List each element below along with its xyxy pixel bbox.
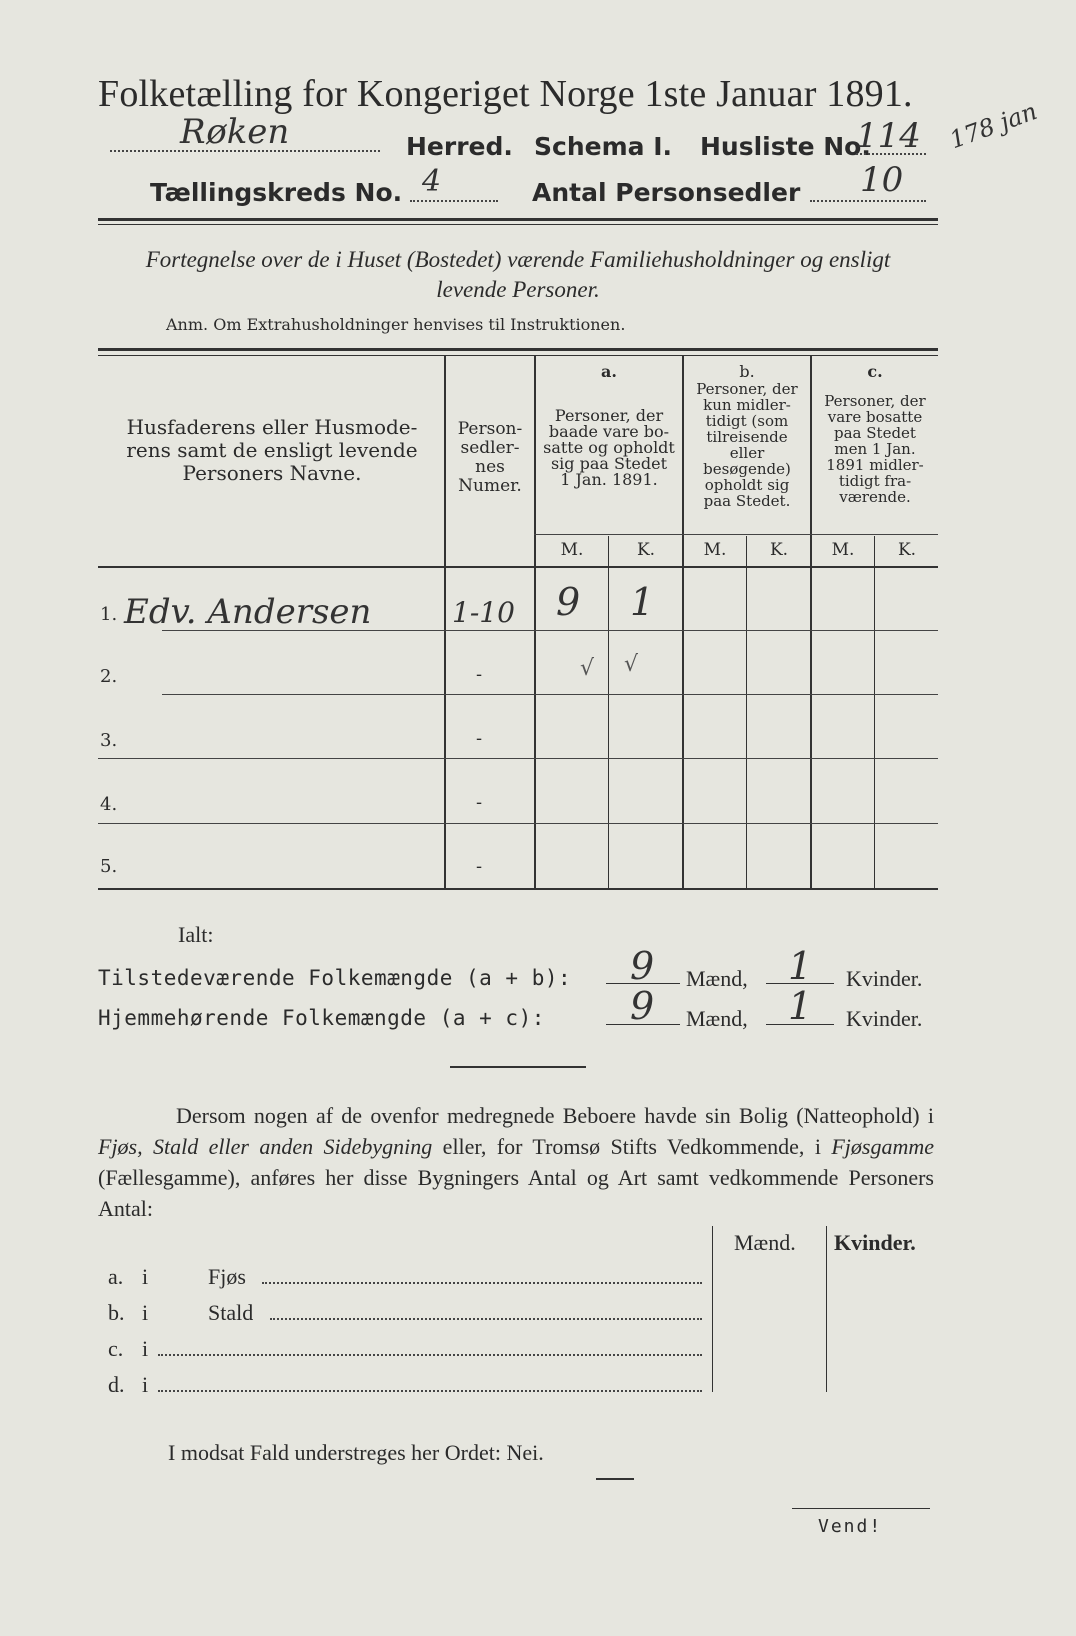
header-c-line5: 1891 midler- [826, 456, 924, 474]
header-a-line3: satte og opholdt [543, 438, 675, 457]
header-b-line7: opholdt sig [704, 476, 790, 494]
building-a-letter: a. [108, 1264, 124, 1289]
row-1-a-k: 1 [630, 580, 655, 624]
table-bottom-rule [98, 888, 938, 890]
row-5-numer: - [476, 856, 483, 877]
hjemme-kvinder-value: 1 [788, 984, 813, 1028]
b-k-label: K. [769, 540, 789, 560]
tilstede-kvinder-value: 1 [788, 944, 813, 988]
buildings-maend-header: Mænd. [734, 1230, 796, 1255]
row-4-number: 4. [100, 794, 118, 815]
header-c-line1: Personer, der [824, 392, 926, 410]
building-b-dotline [270, 1318, 702, 1320]
hjemme-maend-word: Mænd, [686, 1006, 748, 1031]
header-c-letter: c. [867, 362, 883, 381]
a-m-label: M. [560, 540, 584, 560]
building-a-label: Fjøs [208, 1264, 246, 1289]
husliste-note: 178 jan [946, 96, 1041, 155]
buildings-paragraph [98, 1100, 934, 1224]
description-line2: levende Personer. [436, 277, 600, 302]
table-top-rule [98, 348, 938, 351]
buildings-divider-1 [712, 1226, 713, 1392]
para-part1: Dersom nogen af de ovenfor medregnede Beboere havde sin Bolig (Natteophold) i [176, 1103, 934, 1128]
col-b-mk-divider [746, 536, 747, 888]
c-k-label: K. [897, 540, 917, 560]
header-b-line5: eller [729, 444, 765, 462]
section-divider [450, 1066, 586, 1068]
header-names-line1: Husfaderens eller Husmode- [126, 415, 418, 439]
table-top-rule-thin [98, 355, 938, 356]
row-2-check-k: √ [624, 652, 639, 677]
row-3-numer: - [476, 728, 483, 749]
col-a-mk-divider [608, 536, 609, 888]
row-1-a-m: 9 [556, 580, 581, 624]
row-5-number: 5. [100, 856, 118, 877]
header-numer-line3: nes [475, 457, 505, 477]
row-2-rule [162, 694, 938, 695]
header-a [536, 408, 682, 488]
schema-label: Schema I. [534, 132, 673, 161]
header-a-letter: a. [601, 362, 617, 381]
tilstede-maend-value: 9 [630, 944, 655, 988]
building-d-letter: d. [108, 1372, 125, 1397]
building-b-letter: b. [108, 1300, 125, 1325]
building-a-prep: i [142, 1264, 149, 1289]
row-3-number: 3. [100, 730, 118, 751]
header-c-line3: paa Stedet [834, 424, 916, 442]
mk-header-rule [534, 534, 938, 535]
building-b-prep: i [142, 1300, 149, 1325]
nei-underline [596, 1478, 634, 1480]
vend-rule [792, 1508, 930, 1509]
husliste-label: Husliste No. [700, 132, 871, 161]
anm-note: Anm. Om Extrahusholdninger henvises til Instruktionen. [166, 315, 626, 334]
hjemme-label: Hjemmehørende Folkemængde (a + c): [98, 1006, 545, 1030]
hjemme-maend-value: 9 [630, 984, 655, 1028]
b-m-label: M. [703, 540, 727, 560]
header-c-line2: vare bosatte [827, 408, 923, 426]
header-b-line6: besøgende) [703, 460, 791, 478]
header-c-line4: men 1 Jan. [834, 440, 916, 458]
header-numer-line4: Numer. [458, 476, 522, 496]
header-c-line6: tidigt fra- [838, 472, 912, 490]
tilstede-kvinder-word: Kvinder. [846, 966, 923, 991]
header-names-line2: rens samt de ensligt levende [126, 438, 418, 462]
row-1-name: Edv. Andersen [124, 592, 372, 632]
header-rule [98, 218, 938, 221]
row-2-numer: - [476, 664, 483, 685]
header-numer [446, 420, 534, 496]
row-4-rule [98, 823, 938, 824]
kreds-value: 4 [422, 164, 442, 199]
antal-dotline [810, 200, 926, 202]
building-d-prep: i [142, 1372, 149, 1397]
header-names [104, 416, 440, 485]
building-b-label: Stald [208, 1300, 254, 1325]
table-header-bottom-rule [98, 566, 938, 568]
header-numer-line1: Person- [457, 419, 523, 439]
para-part3: (Fællesgamme), anføres her disse Bygningers Antal og Art samt vedkommende Personers Antal: [98, 1165, 934, 1221]
ialt-label: Ialt: [178, 922, 214, 947]
modsat-note: I modsat Fald understreges her Ordet: Nei. [168, 1440, 544, 1465]
kreds-dotline [410, 200, 498, 202]
herred-value: Røken [180, 112, 290, 152]
hjemme-kvinder-word: Kvinder. [846, 1006, 923, 1031]
antal-value: 10 [860, 160, 904, 200]
herred-label: Herred. [406, 132, 513, 161]
header-rule-thin [98, 224, 938, 225]
header-names-line3: Personers Navne. [182, 461, 362, 485]
header-b-line3: tidigt (som [705, 412, 789, 430]
buildings-kvinder-header: Kvinder. [834, 1230, 916, 1255]
header-b-line8: paa Stedet. [703, 492, 791, 510]
row-4-numer: - [476, 792, 483, 813]
header-a-line4: sig paa Stedet [550, 454, 668, 473]
buildings-divider-2 [826, 1226, 827, 1392]
header-b [684, 381, 810, 509]
row-2-number: 2. [100, 666, 118, 687]
row-1-numer: 1-10 [452, 596, 515, 629]
husliste-value: 114 [856, 116, 921, 156]
building-a-dotline [262, 1282, 702, 1284]
header-b-line1: Personer, der [696, 380, 798, 398]
para-italic2: Fjøsgamme [831, 1134, 935, 1159]
header-b-line4: tilreisende [706, 428, 788, 446]
antal-label: Antal Personsedler [532, 178, 801, 207]
building-c-prep: i [142, 1336, 149, 1361]
header-b-line2: kun midler- [703, 396, 791, 414]
tilstede-maend-word: Mænd, [686, 966, 748, 991]
building-c-letter: c. [108, 1336, 124, 1361]
description-line1: Fortegnelse over de i Huset (Bostedet) værende Familiehusholdninger og ensligt [145, 247, 891, 272]
header-c-line7: værende. [839, 488, 911, 506]
para-italic1: Fjøs, Stald eller anden Sidebygning [98, 1134, 433, 1159]
para-part2: eller, for Tromsø Stifts Vedkommende, i [432, 1134, 832, 1159]
header-b-letter: b. [739, 362, 755, 381]
vend-label: Vend! [818, 1516, 883, 1537]
header-a-line2: baade vare bo- [548, 422, 670, 441]
c-m-label: M. [831, 540, 855, 560]
row-2-check-m: √ [580, 656, 595, 681]
a-k-label: K. [636, 540, 656, 560]
building-d-dotline [158, 1390, 702, 1392]
row-1-number: 1. [100, 604, 118, 625]
header-a-line5: 1 Jan. 1891. [560, 470, 658, 489]
form-title: Folketælling for Kongeriget Norge 1ste Januar 1891. [98, 73, 913, 115]
header-c [812, 393, 938, 505]
tilstede-label: Tilstedeværende Folkemængde (a + b): [98, 966, 572, 990]
row-3-rule [98, 758, 938, 759]
col-c-mk-divider [874, 536, 875, 888]
header-numer-line2: sedler- [460, 438, 520, 458]
building-c-dotline [158, 1354, 702, 1356]
header-a-line1: Personer, der [554, 406, 664, 425]
kreds-label: Tællingskreds No. [150, 178, 403, 207]
